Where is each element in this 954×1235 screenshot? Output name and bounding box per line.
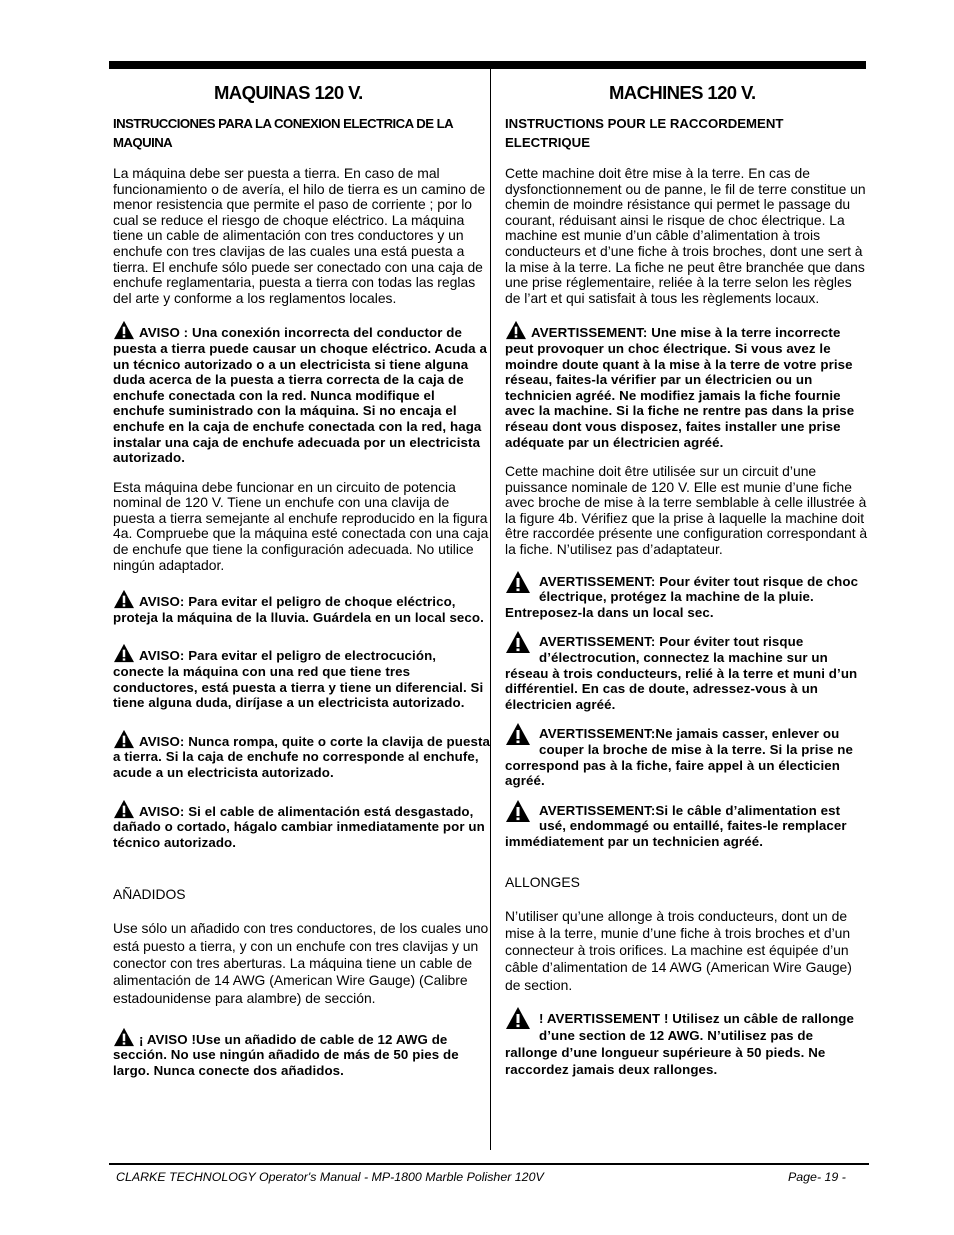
- right-warning-3: [505, 634, 869, 712]
- left-warning-6: [113, 1027, 490, 1079]
- right-paragraph-3: N’utiliser qu’une allonge à trois conducteurs, dont un de mise à la terre, munie d’une fiche à trois broches et d’un connecteur à trois orifices. La machine est équipée d’un câble d’alimentation de 14 AWG (American Wire Gauge) de section.: [505, 907, 852, 993]
- left-section-heading: AÑADIDOS: [113, 886, 186, 903]
- right-warning-6-text: ! AVERTISSEMENT ! Utilisez un câble de rallonge d’une section de 12 AWG. N’utilisez pas de rallonge d’une longueur supérieure à 50 pieds. Ne raccordez jamais deux rallonges.: [505, 1011, 855, 1078]
- left-warning-4-text: AVISO: Nunca rompa, quite o corte la clavija de puesta a tierra. Si la caja de enchufe no corresponde al enchufe, acude a un electricista autorizado.: [113, 733, 490, 780]
- left-warning-5: [113, 799, 490, 851]
- left-warning-4: [113, 729, 490, 781]
- right-paragraph-1: Cette machine doit être mise à la terre. En cas de dysfonctionnement ou de panne, le fil de terre constitue un chemin de moindre résistance qui permet le passage du courant, réduisant ainsi le risque de choc électrique. La machine est munie d’un câble d’alimentation à trois conducteurs et d’une fiche à trois broches, dont une sert à la mise à la terre. La fiche ne peut être branchée que dans une prise réglementaire, reliée à la terre selon les règles de l’art et qui satisfait à tous les règlements locaux.: [505, 165, 866, 306]
- right-warning-1-text: AVERTISSEMENT: Une mise à la terre incorrecte peut provoquer un choc électrique. Si vous avez le moindre doute quant à la mise à la terre de votre prise réseau, faites-la vérifier par un électricien ou un technicien agréé. Ne modifiez jamais la fiche fournie avec la machine. Si la fiche ne rentre pas dans la prise réseau dont vous disposez, faites installer une prise adéquate par un électricien agréé.: [505, 325, 855, 450]
- warning-triangle-icon: [505, 722, 531, 746]
- french-column: [505, 82, 869, 1092]
- warning-triangle-icon: [113, 589, 135, 609]
- left-warning-6-text: ¡ AVISO !Use un añadido de cable de 12 AWG de sección. No use ningún añadido de más de 50 pies de largo. Nunca conecte dos añadidos.: [113, 1031, 459, 1079]
- right-subtitle: INSTRUCTIONS POUR LE RACCORDEMENT ELECTRIQUE: [505, 116, 784, 150]
- right-warning-1: [505, 320, 869, 450]
- warning-triangle-icon: [113, 799, 135, 819]
- warning-triangle-icon: [505, 1006, 531, 1030]
- left-warning-5-text: AVISO: Si el cable de alimentación está desgastado, dañado o cortado, hágalo cambiar inmediatamente por un técnico autorizado.: [113, 803, 485, 850]
- right-warning-6: [505, 1010, 869, 1078]
- header-rule: [109, 61, 866, 69]
- warning-triangle-icon: [113, 1027, 135, 1047]
- column-divider: [490, 69, 491, 1150]
- right-warning-3-text: AVERTISSEMENT: Pour éviter tout risque d’électrocution, connectez la machine sur un réseau à trois conducteurs, relié à la terre et muni d’un différentiel. En cas de doute, adressez-vous à un électricien agréé.: [505, 634, 858, 712]
- footer-manual-title: CLARKE TECHNOLOGY Operator's Manual - MP-1800 Marble Polisher 120V: [116, 1170, 544, 1184]
- left-paragraph-1: La máquina debe ser puesta a tierra. En caso de mal funcionamiento o de avería, el hilo de tierra es un camino de menor resistencia que permite el paso de corriente ; por lo cual se reduce el riesgo de choque eléctrico. La máquina tiene un cable de alimentación con tres conductores y un enchufe con tres clavijas de las cuales una está puesta a tierra. El enchufe sólo puede ser conectado con una caja de enchufe reglamentaria, puesta a tierra con todas las reglas del arte y conforme a los reglamentos locales.: [113, 165, 486, 306]
- spanish-column: [113, 82, 490, 1093]
- left-warning-1-text: AVISO : Una conexión incorrecta del conductor de puesta a tierra puede causar un choque eléctrico. Acuda a un técnico autorizado o a un electricista si tiene alguna duda acerca de la puesta a tierra correcta de la caja de enchufe conectada con la red. Nunca modifique el enchufe suministrado con la máquina. Si no encaja el enchufe en la caja de enchufe conectada con la red, haga instalar una caja de enchufe adecuada por un electricista autorizado.: [113, 325, 487, 466]
- warning-triangle-icon: [505, 320, 527, 340]
- right-warning-4: [505, 726, 869, 788]
- footer-page-number: Page- 19 -: [788, 1170, 846, 1184]
- left-warning-3-text: AVISO: Para evitar el peligro de electrocución, conecte la máquina con una red que tiene tres conductores, está puesta a tierra y tiene un diferencial. Si tiene alguna duda, diríjase a un electricista autorizado.: [113, 648, 484, 711]
- left-warning-1: [113, 320, 490, 465]
- left-warning-2-text: AVISO: Para evitar el peligro de choque eléctrico, proteja la máquina de la lluvia. Guárdela en un local seco.: [113, 594, 484, 625]
- warning-triangle-icon: [113, 320, 135, 340]
- right-warning-4-text: AVERTISSEMENT:Ne jamais casser, enlever ou couper la broche de mise à la terre. Si la prise ne correspond pas à la fiche, faire appel à un électicien agréé.: [505, 726, 854, 789]
- right-warning-2-text: AVERTISSEMENT: Pour éviter tout risque de choc électrique, protégez la machine de la pluie. Entreposez-la dans un local sec.: [505, 573, 859, 620]
- right-section-heading: ALLONGES: [505, 873, 580, 890]
- right-title: MACHINES 120 V.: [609, 82, 756, 103]
- right-paragraph-2: Cette machine doit être utilisée sur un circuit d’une puissance nominale de 120 V. Elle est munie d’une fiche avec broche de mise à la terre semblable à celle illustrée à la figure 4b. Vérifiez que la prise à laquelle la machine doit être raccordée présente une configuration correspondant à la fiche. N’utilisez pas d’adaptateur.: [505, 463, 868, 558]
- right-warning-5-text: AVERTISSEMENT:Si le câble d’alimentation est usé, endommagé ou entaillé, faites-le remplacer immédiatement par un technicien agréé.: [505, 802, 847, 849]
- left-title: MAQUINAS 120 V.: [214, 82, 363, 103]
- right-warning-5: [505, 803, 869, 850]
- warning-triangle-icon: [505, 570, 531, 594]
- footer-rule: [109, 1163, 869, 1165]
- warning-triangle-icon: [505, 630, 531, 654]
- right-warning-2: [505, 574, 869, 621]
- left-paragraph-3: Use sólo un añadido con tres conductores, de los cuales uno está puesto a tierra, y con un enchufe con tres clavijas y un conector con tres aberturas. La máquina tiene un cable de alimentación de 14 AWG (American Wire Gauge) (Calibre estadounidense para alambre) de sección.: [113, 920, 489, 1006]
- warning-triangle-icon: [113, 643, 135, 663]
- left-warning-2: [113, 589, 490, 625]
- left-warning-3: [113, 643, 490, 710]
- warning-triangle-icon: [505, 799, 531, 823]
- left-subtitle: INSTRUCCIONES PARA LA CONEXION ELECTRICA DE LA MAQUINA: [113, 116, 453, 150]
- left-paragraph-2: Esta máquina debe funcionar en un circuito de potencia nominal de 120 V. Tiene un enchufe con una clavija de puesta a tierra semejante al enchufe reproducido en la figura 4a. Compruebe que la máquina esté conectada con una caja de enchufe que tiene la configuración adecuada. No utilice ningún adaptador.: [113, 478, 489, 573]
- warning-triangle-icon: [113, 729, 135, 749]
